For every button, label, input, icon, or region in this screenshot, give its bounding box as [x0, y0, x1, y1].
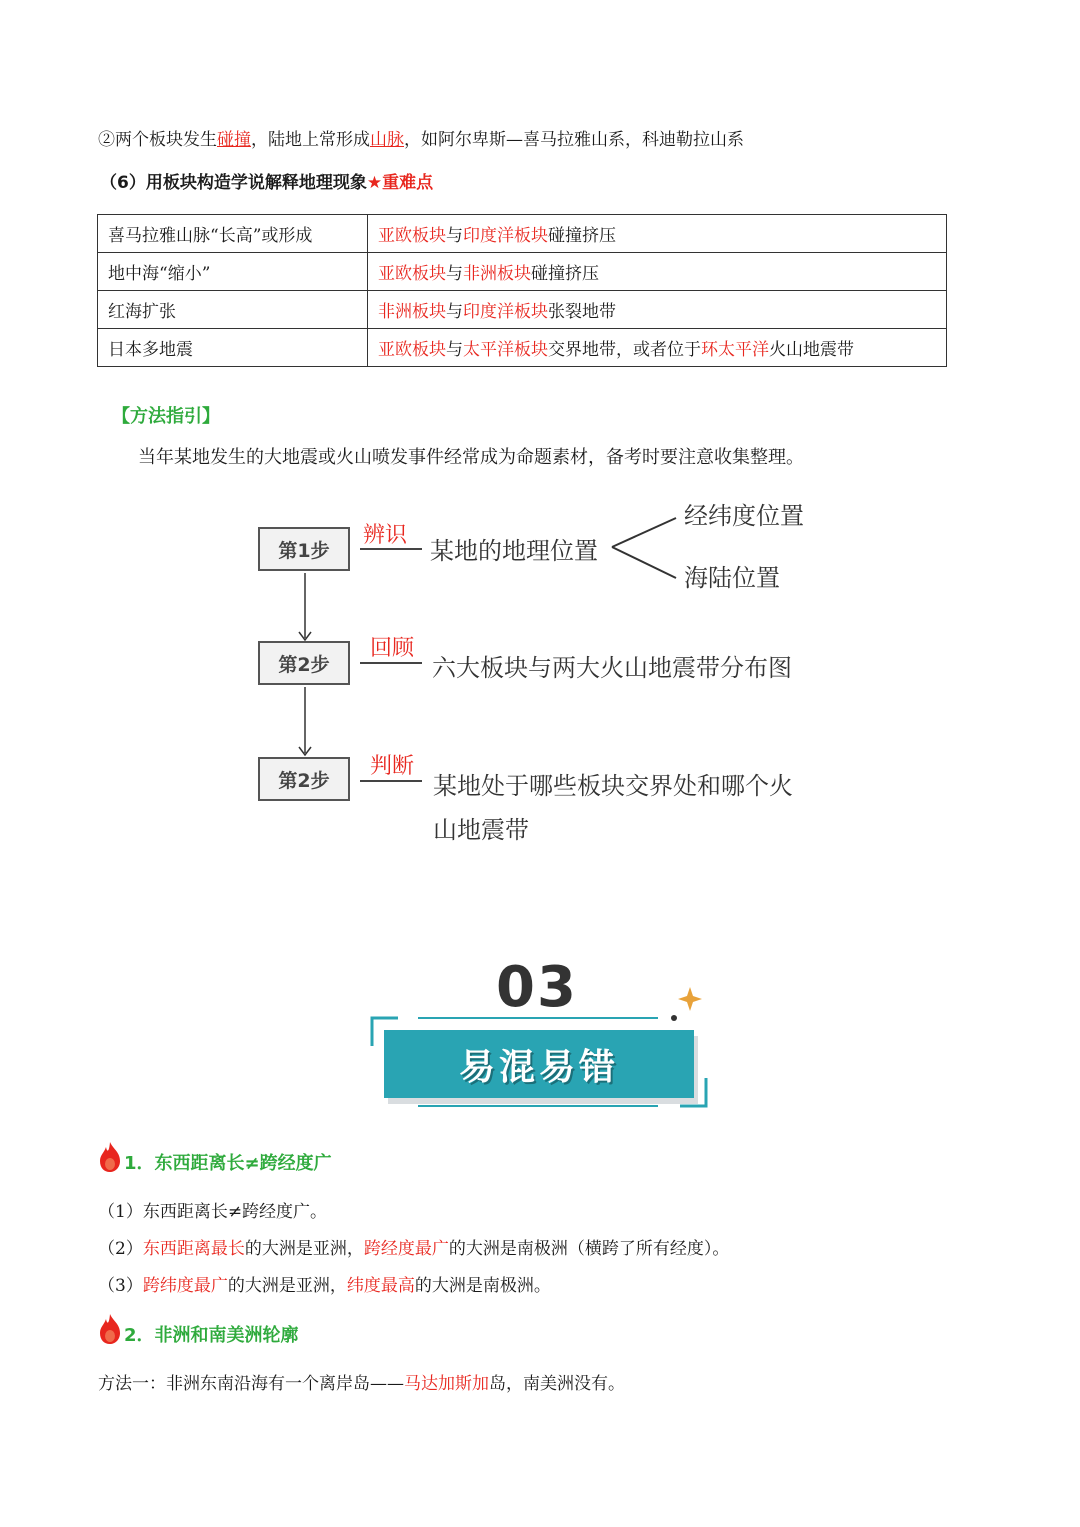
item2-p1-a: 方法一：非洲东南沿海有一个离岸岛—— [98, 1374, 404, 1394]
explanation-part: 亚欧板块 [378, 264, 446, 284]
step2-verb: 回顾 [370, 636, 415, 661]
explanation-part: 非洲板块 [378, 302, 446, 322]
intro-term-collision: 碰撞 [217, 130, 251, 150]
intro-prefix: ②两个板块发生 [98, 130, 217, 150]
item1-p3-e: 的大洲是南极洲。 [414, 1276, 551, 1296]
item1-p2-b: 东西距离最长 [142, 1239, 245, 1259]
method-guide-text: 当年某地发生的大地震或火山喷发事件经常成为命题素材，备考时要注意收集整理。 [138, 447, 804, 468]
explanation-part: 碰撞挤压 [548, 226, 616, 246]
intro-suffix: ，如阿尔卑斯—喜马拉雅山系，科迪勒拉山系 [404, 130, 744, 150]
step1-verb: 辨识 [363, 523, 408, 548]
explanation-part: 印度洋板块 [463, 226, 548, 246]
branch-line-upper [612, 518, 676, 547]
phenomenon-cell: 红海扩张 [98, 291, 368, 329]
banner-title: 易混易错 [384, 1030, 694, 1098]
step3-text-line2: 山地震带 [433, 816, 529, 844]
step3-text-line1: 某地处于哪些板块交界处和哪个火 [433, 772, 793, 800]
item2-p1 [98, 1372, 625, 1396]
explanation-part: 亚欧板块 [378, 226, 446, 246]
step-box-3: 第2步 [258, 757, 350, 801]
item2-heading-text: 2．非洲和南美洲轮廓 [124, 1325, 299, 1346]
branch-line-lower [612, 547, 676, 578]
step3-verb: 判断 [370, 754, 415, 779]
item1-heading [98, 1141, 332, 1175]
intro-mid: ，陆地上常形成 [251, 130, 370, 150]
branch-latlong: 经纬度位置 [684, 502, 804, 530]
item1-p2 [98, 1237, 729, 1261]
explanation-part: 印度洋板块 [463, 302, 548, 322]
explanation-part: 火山地震带 [769, 340, 854, 360]
explanation-part: 与 [446, 340, 463, 360]
item1-p3-a: （3） [98, 1276, 143, 1296]
phenomenon-cell: 日本多地震 [98, 329, 368, 367]
phenomenon-cell: 喜马拉雅山脉“长高”或形成 [98, 215, 368, 253]
intro-term-mountain: 山脉 [370, 130, 404, 150]
explanation-part: 与 [446, 302, 463, 322]
section6-star: ★重难点 [366, 173, 434, 193]
step-box-1: 第1步 [258, 527, 350, 571]
explanation-part: 碰撞挤压 [531, 264, 599, 284]
phenomenon-cell: 地中海“缩小” [98, 253, 368, 291]
step3-underline [360, 780, 422, 782]
explanation-part: 非洲板块 [463, 264, 531, 284]
item1-heading-text: 1．东西距离长≠跨经度广 [124, 1153, 332, 1174]
explanation-part: 与 [446, 264, 463, 284]
section6-title: （6）用板块构造学说解释地理现象 [100, 173, 367, 193]
item2-heading [98, 1313, 299, 1347]
item2-p1-b: 马达加斯加 [404, 1374, 489, 1394]
item1-p1: （1）东西距离长≠跨经度广。 [98, 1202, 328, 1222]
item1-p2-d: 跨经度最广 [363, 1239, 449, 1259]
explanation-part: 交界地带，或者位于 [548, 340, 701, 360]
item1-p3-c: 的大洲是亚洲， [227, 1276, 347, 1296]
item1-p3-b: 跨纬度最广 [142, 1276, 228, 1296]
explanation-part: 张裂地带 [548, 302, 616, 322]
item1-p2-e: 的大洲是南极洲（横跨了所有经度）。 [448, 1239, 730, 1259]
step2-text: 六大板块与两大火山地震带分布图 [432, 654, 792, 682]
step1-underline [360, 548, 422, 550]
flame-icon [98, 1313, 122, 1345]
item2-p1-c: 岛，南美洲没有。 [489, 1374, 625, 1394]
explanation-part: 亚欧板块 [378, 340, 446, 360]
step1-text: 某地的地理位置 [430, 537, 598, 565]
item1-p3-d: 纬度最高 [346, 1276, 415, 1296]
explanation-part: 与 [446, 226, 463, 246]
flame-icon [98, 1141, 122, 1173]
item1-p2-a: （2） [98, 1239, 143, 1259]
method-guide-title: 【方法指引】 [112, 406, 220, 427]
step-box-2: 第2步 [258, 641, 350, 685]
branch-land-sea: 海陆位置 [684, 564, 780, 592]
item1-p3 [98, 1274, 551, 1298]
banner-number: 03 [496, 955, 578, 1020]
explanation-part: 环太平洋 [701, 340, 769, 360]
step2-underline [360, 662, 422, 664]
item1-p2-c: 的大洲是亚洲， [244, 1239, 364, 1259]
explanation-part: 太平洋板块 [463, 340, 548, 360]
